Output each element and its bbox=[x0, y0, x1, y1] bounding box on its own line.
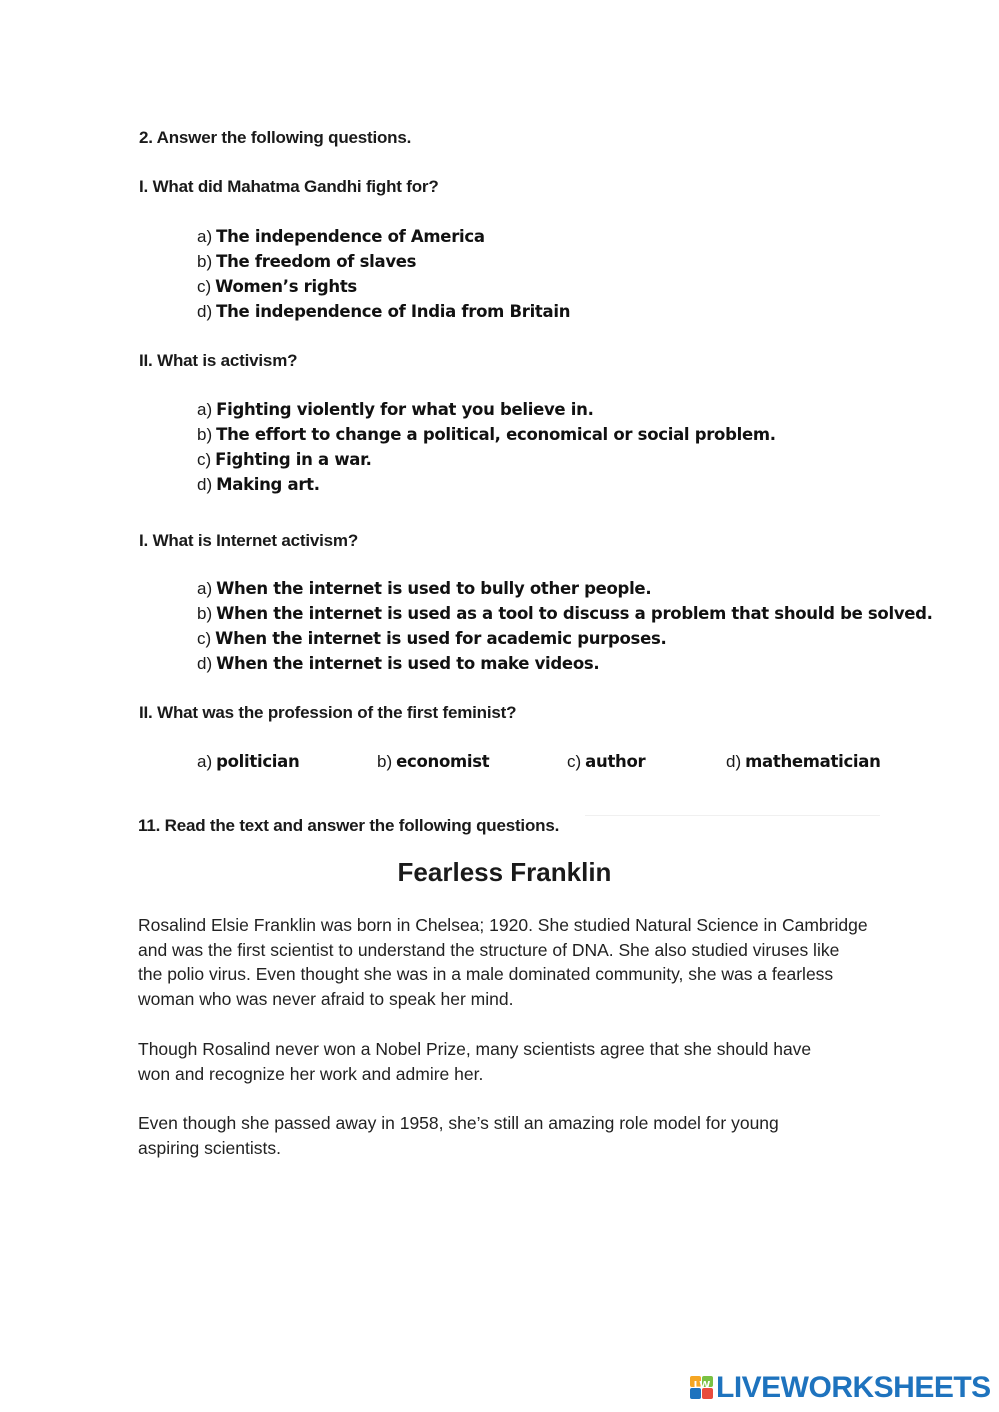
option-letter: a) bbox=[197, 400, 213, 419]
paragraph-line: aspiring scientists. bbox=[138, 1137, 281, 1158]
section-2-heading: 2. Answer the following questions. bbox=[139, 128, 412, 147]
question-4-option-c[interactable] bbox=[567, 752, 645, 772]
question-4-option-d[interactable] bbox=[726, 752, 881, 772]
question-1-option-a[interactable] bbox=[197, 227, 485, 247]
paragraph-line: won and recognize her work and admire her. bbox=[138, 1063, 484, 1084]
option-text: Women’s rights bbox=[215, 277, 357, 296]
reading-paragraph-1 bbox=[138, 913, 868, 1011]
question-1-option-b[interactable] bbox=[197, 252, 416, 272]
option-letter: a) bbox=[197, 579, 213, 598]
liveworksheets-logo[interactable] bbox=[690, 1372, 991, 1404]
option-text: When the internet is used to make videos. bbox=[216, 654, 600, 673]
question-2-title: II. What is activism? bbox=[139, 351, 298, 370]
question-4-title: II. What was the profession of the first feminist? bbox=[139, 703, 517, 722]
option-letter: a) bbox=[197, 227, 213, 246]
paragraph-line: Rosalind Elsie Franklin was born in Chelsea; 1920. She studied Natural Science in Cambridge bbox=[138, 915, 868, 935]
option-letter: c) bbox=[567, 752, 582, 771]
reading-paragraph-2 bbox=[138, 1037, 811, 1086]
question-4-option-b[interactable] bbox=[377, 752, 489, 772]
question-4-option-a[interactable] bbox=[197, 752, 299, 772]
option-text: author bbox=[585, 752, 646, 771]
option-letter: c) bbox=[197, 629, 212, 648]
paragraph-line: Even though she passed away in 1958, she’s still an amazing role model for young bbox=[138, 1113, 779, 1133]
question-3-option-c[interactable] bbox=[197, 629, 666, 649]
reading-paragraph-3 bbox=[138, 1111, 779, 1160]
option-text: The independence of India from Britain bbox=[216, 302, 571, 321]
paragraph-line: and was the first scientist to understand the structure of DNA. She also studied viruses like bbox=[138, 939, 840, 960]
option-text: When the internet is used as a tool to discuss a problem that should be solved. bbox=[216, 604, 933, 623]
option-letter: b) bbox=[197, 604, 213, 623]
option-text: When the internet is used for academic purposes. bbox=[215, 629, 667, 648]
reading-title: Fearless Franklin bbox=[397, 857, 612, 887]
option-letter: c) bbox=[197, 277, 212, 296]
option-letter: b) bbox=[377, 752, 393, 771]
paragraph-line: the polio virus. Even thought she was in a male dominated community, she was a fearless bbox=[138, 964, 834, 984]
option-text: mathematician bbox=[745, 752, 881, 771]
divider-line bbox=[585, 815, 880, 816]
question-2-option-b[interactable] bbox=[197, 425, 776, 445]
question-1-option-d[interactable] bbox=[197, 302, 570, 322]
question-3-option-a[interactable] bbox=[197, 579, 651, 599]
option-text: The independence of America bbox=[216, 227, 485, 246]
option-text: The effort to change a political, economical or social problem. bbox=[216, 425, 776, 444]
option-text: Fighting in a war. bbox=[215, 450, 372, 469]
question-3-title: I. What is Internet activism? bbox=[139, 531, 359, 550]
paragraph-line: Though Rosalind never won a Nobel Prize, many scientists agree that she should have bbox=[138, 1039, 812, 1059]
option-text: The freedom of slaves bbox=[216, 252, 417, 271]
question-2-option-c[interactable] bbox=[197, 450, 372, 470]
option-letter: d) bbox=[197, 654, 213, 673]
option-text: When the internet is used to bully other people. bbox=[216, 579, 652, 598]
logo-text: LIVEWORKSHEETS bbox=[716, 1371, 991, 1404]
question-1-title: I. What did Mahatma Gandhi fight for? bbox=[139, 177, 439, 196]
option-letter: d) bbox=[726, 752, 742, 771]
liveworksheets-logo-icon bbox=[690, 1376, 714, 1400]
option-text: politician bbox=[216, 752, 300, 771]
option-text: economist bbox=[396, 752, 490, 771]
section-11-heading: 11. Read the text and answer the following questions. bbox=[138, 816, 560, 835]
question-1-option-c[interactable] bbox=[197, 277, 357, 297]
option-letter: b) bbox=[197, 252, 213, 271]
question-2-option-d[interactable] bbox=[197, 475, 320, 495]
option-letter: d) bbox=[197, 475, 213, 494]
paragraph-line: woman who was never afraid to speak her mind. bbox=[138, 988, 514, 1009]
question-3-option-b[interactable] bbox=[197, 604, 933, 624]
question-2-option-a[interactable] bbox=[197, 400, 594, 420]
logo-mark-letters: LW bbox=[693, 1380, 711, 1391]
option-letter: b) bbox=[197, 425, 213, 444]
option-letter: c) bbox=[197, 450, 212, 469]
option-letter: d) bbox=[197, 302, 213, 321]
option-letter: a) bbox=[197, 752, 213, 771]
option-text: Making art. bbox=[216, 475, 320, 494]
option-text: Fighting violently for what you believe in. bbox=[216, 400, 594, 419]
question-3-option-d[interactable] bbox=[197, 654, 599, 674]
